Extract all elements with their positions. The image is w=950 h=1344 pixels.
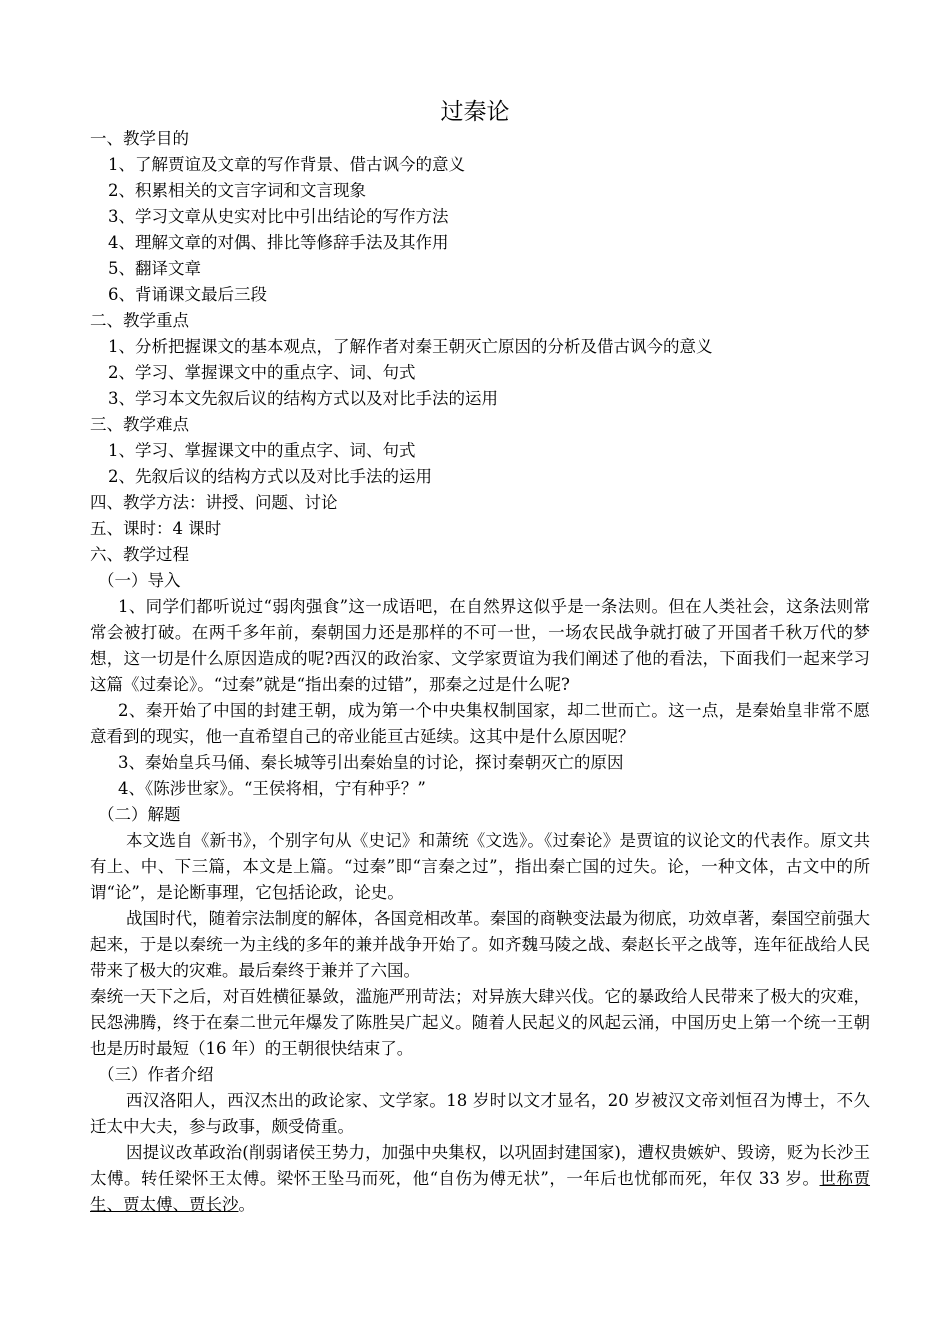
paragraph: 3、秦始皇兵马俑、秦长城等引出秦始皇的讨论，探讨秦朝灭亡的原因	[118, 753, 624, 772]
paragraph: 1、同学们都听说过“弱肉强食”这一成语吧，在自然界这似乎是一条法则。但在人类社会，这条法则常常会被打破。在两千多年前，秦朝国力还是那样的不可一世，一场农民战争就打破了开国者千秋万代的梦想，这一切是什么原因造成的呢?西汉的政治家、文学家贾谊为我们阐述了他的看法，下面我们一起来学习这篇《过秦论》。“过秦”就是“指出秦的过错”，那秦之过是什么呢?	[90, 597, 870, 694]
section-heading: 六、教学过程	[90, 545, 189, 564]
underlined-text: 世称贾生、贾太傅、贾长沙	[90, 1169, 871, 1214]
document-title: 过秦论	[440, 99, 510, 125]
list-item: 1、了解贾谊及文章的写作背景、借古讽今的意义	[108, 155, 465, 174]
paragraph: 战国时代，随着宗法制度的解体，各国竞相改革。秦国的商鞅变法最为彻底，功效卓著，秦国空前强大起来，于是以秦统一为主线的多年的兼并战争开始了。如齐魏马陵之战、秦赵长平之战等，连年征战给人民带来了极大的灾难。最后秦终于兼并了六国。	[90, 909, 870, 980]
paragraph: 本文选自《新书》，个别字句从《史记》和萧统《文选》。《过秦论》是贾谊的议论文的代表作。原文共有上、中、下三篇，本文是上篇。“过秦”即“言秦之过”，指出秦亡国的过失。论，一种文体，古文中的所谓“论”，是论断事理，它包括论政，论史。	[90, 831, 870, 902]
subsection-heading: （一）导入	[98, 571, 181, 590]
section-heading: 一、教学目的	[90, 129, 189, 148]
section-heading: 二、教学重点	[90, 311, 189, 330]
list-item: 3、学习文章从史实对比中引出结论的写作方法	[108, 207, 449, 226]
paragraph: 秦统一天下之后，对百姓横征暴敛，滥施严刑苛法；对异族大肆兴伐。它的暴政给人民带来了极大的灾难，民怨沸腾，终于在秦二世元年爆发了陈胜吴广起义。随着人民起义的风起云涌，中国历史上第一个统一王朝也是历时最短（16 年）的王朝很快结束了。	[90, 987, 870, 1058]
list-item: 2、积累相关的文言字词和文言现象	[108, 181, 366, 200]
list-item: 6、背诵课文最后三段	[108, 285, 267, 304]
list-item: 4、理解文章的对偶、排比等修辞手法及其作用	[108, 233, 449, 252]
paragraph: 2、秦开始了中国的封建王朝，成为第一个中央集权制国家，却二世而亡。这一点，是秦始皇非常不愿意看到的现实，他一直希望自己的帝业能亘古延续。这其中是什么原因呢？	[90, 701, 870, 746]
section-heading: 五、课时：4 课时	[90, 519, 222, 538]
subsection-heading: （二）解题	[98, 805, 181, 824]
subsection-heading: （三）作者介绍	[98, 1065, 214, 1084]
paragraph: 西汉洛阳人，西汉杰出的政论家、文学家。18 岁时以文才显名，20 岁被汉文帝刘恒召为博士，不久迁太中大夫，参与政事，颇受倚重。	[90, 1091, 870, 1136]
list-item: 1、分析把握课文的基本观点，了解作者对秦王朝灭亡原因的分析及借古讽今的意义	[108, 337, 713, 356]
paragraph: 4、《陈涉世家》。“王侯将相，宁有种乎？”	[118, 779, 426, 798]
paragraph	[90, 1140, 870, 1218]
section-heading: 三、教学难点	[90, 415, 189, 434]
list-item: 1、学习、掌握课文中的重点字、词、句式	[108, 441, 416, 460]
list-item: 2、先叙后议的结构方式以及对比手法的运用	[108, 467, 432, 486]
section-heading: 四、教学方法：讲授、问题、讨论	[90, 493, 338, 512]
list-item: 5、翻译文章	[108, 259, 201, 278]
list-item: 2、学习、掌握课文中的重点字、词、句式	[108, 363, 416, 382]
list-item: 3、学习本文先叙后议的结构方式以及对比手法的运用	[108, 389, 498, 408]
paragraph-text: 因提议改革政治(削弱诸侯王势力，加强中央集权，以巩固封建国家)，遭权贵嫉妒、毁谤，贬为长沙王太傅。转任梁怀王太傅。梁怀王坠马而死，他“自伤为傅无状”，一年后也忧郁而死，年仅 33 岁。	[90, 1143, 870, 1188]
document-body	[90, 126, 870, 1218]
paragraph-text: 。	[238, 1195, 255, 1214]
